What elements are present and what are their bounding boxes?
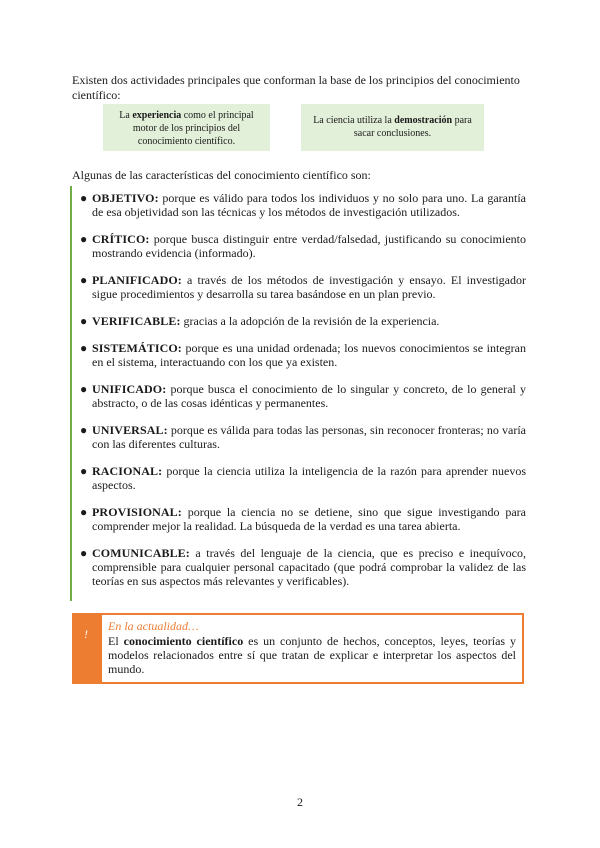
characteristics-heading: Algunas de las características del conocimiento científico son:: [72, 168, 371, 182]
list-item: [72, 191, 526, 219]
list-item: [72, 464, 526, 492]
bullet-icon: ●: [80, 464, 88, 478]
item-text: porque la ciencia utiliza la inteligencia de la razón para aprender nuevos aspectos.: [92, 464, 526, 492]
list-item: [72, 273, 526, 301]
item-text: a través del lenguaje de la ciencia, que es preciso e inequívoco, comprensible para cualquier personal capacitado (que podrá comprobar la validez de las teorías en sus aspectos más relevantes y verificables).: [92, 546, 526, 588]
item-text: porque busca distinguir entre verdad/falsedad, justificando su conocimiento mostrando evidencia (informado).: [92, 232, 526, 260]
note-box: [72, 613, 524, 684]
item-text: porque es válida para todas las personas, sin reconocer fronteras; no varía con las diferentes culturas.: [92, 423, 526, 451]
item-text: a través de los métodos de investigación y ensayo. El investigador sigue procedimientos y desarrolla su tarea basándose en un plan previo.: [92, 273, 526, 301]
box1-post: como el principal motor de los principios del conocimiento científico.: [132, 110, 254, 147]
page-number: 2: [297, 795, 303, 809]
box2-post: para sacar conclusiones.: [353, 115, 472, 139]
item-term: COMUNICABLE:: [92, 546, 190, 560]
item-text: porque la ciencia no se detiene, sino que sigue investigando para comprender mejor la realidad. La búsqueda de la verdad es una tarea abierta.: [92, 505, 526, 533]
box1-bold: experiencia: [132, 110, 182, 121]
bullet-icon: ●: [80, 423, 88, 437]
item-term: PLANIFICADO:: [92, 273, 182, 287]
bullet-icon: ●: [80, 382, 88, 396]
list-item: [72, 314, 526, 328]
exclamation-icon: !: [72, 613, 100, 684]
bullet-icon: ●: [80, 341, 88, 355]
bullet-icon: ●: [80, 191, 88, 205]
note-text: [108, 634, 516, 676]
note-title: En la actualidad…: [108, 619, 199, 633]
list-item: [72, 341, 526, 369]
item-term: OBJETIVO:: [92, 191, 159, 205]
list-item: [72, 232, 526, 260]
list-item: [72, 546, 526, 588]
bullet-icon: ●: [80, 314, 88, 328]
box1-pre: La: [119, 110, 133, 121]
item-text: gracias a la adopción de la revisión de la experiencia.: [180, 314, 440, 328]
bullet-icon: ●: [80, 546, 88, 560]
item-term: RACIONAL:: [92, 464, 163, 478]
demostracion-box: [301, 104, 484, 151]
intro-paragraph: Existen dos actividades principales que conforman la base de los principios del conocimiento científico:: [72, 73, 520, 102]
note-post: es un conjunto de hechos, conceptos, leyes, teorías y modelos relacionados entre sí que tratan de explicar e interpretar los aspectos del mundo.: [108, 634, 517, 676]
list-item: [72, 423, 526, 451]
item-term: UNIFICADO:: [92, 382, 167, 396]
note-bold: conocimiento científico: [123, 634, 244, 648]
item-term: SISTEMÁTICO:: [92, 341, 182, 355]
experiencia-box: [103, 104, 270, 151]
bullet-icon: ●: [80, 232, 88, 246]
list-item: [72, 382, 526, 410]
list-item: [72, 505, 526, 533]
item-text: porque es válido para todos los individuos y no solo para uno. La garantía de esa objetividad son las técnicas y los métodos de investigación utilizados.: [92, 191, 526, 219]
characteristics-list: [70, 186, 526, 601]
item-text: porque es una unidad ordenada; los nuevos conocimientos se integran en el sistema, interactuando con los que ya existen.: [92, 341, 526, 369]
item-text: porque busca el conocimiento de lo singular y concreto, de lo general y abstracto, o de las cosas idénticas y permanentes.: [92, 382, 526, 410]
note-pre: El: [108, 634, 124, 648]
item-term: UNIVERSAL:: [92, 423, 168, 437]
item-term: PROVISIONAL:: [92, 505, 182, 519]
bullet-icon: ●: [80, 505, 88, 519]
box2-bold: demostración: [394, 115, 453, 126]
item-term: VERIFICABLE:: [92, 314, 181, 328]
bullet-icon: ●: [80, 273, 88, 287]
item-term: CRÍTICO:: [92, 232, 150, 246]
note-body: [100, 613, 524, 684]
box2-pre: La ciencia utiliza la: [313, 115, 395, 126]
